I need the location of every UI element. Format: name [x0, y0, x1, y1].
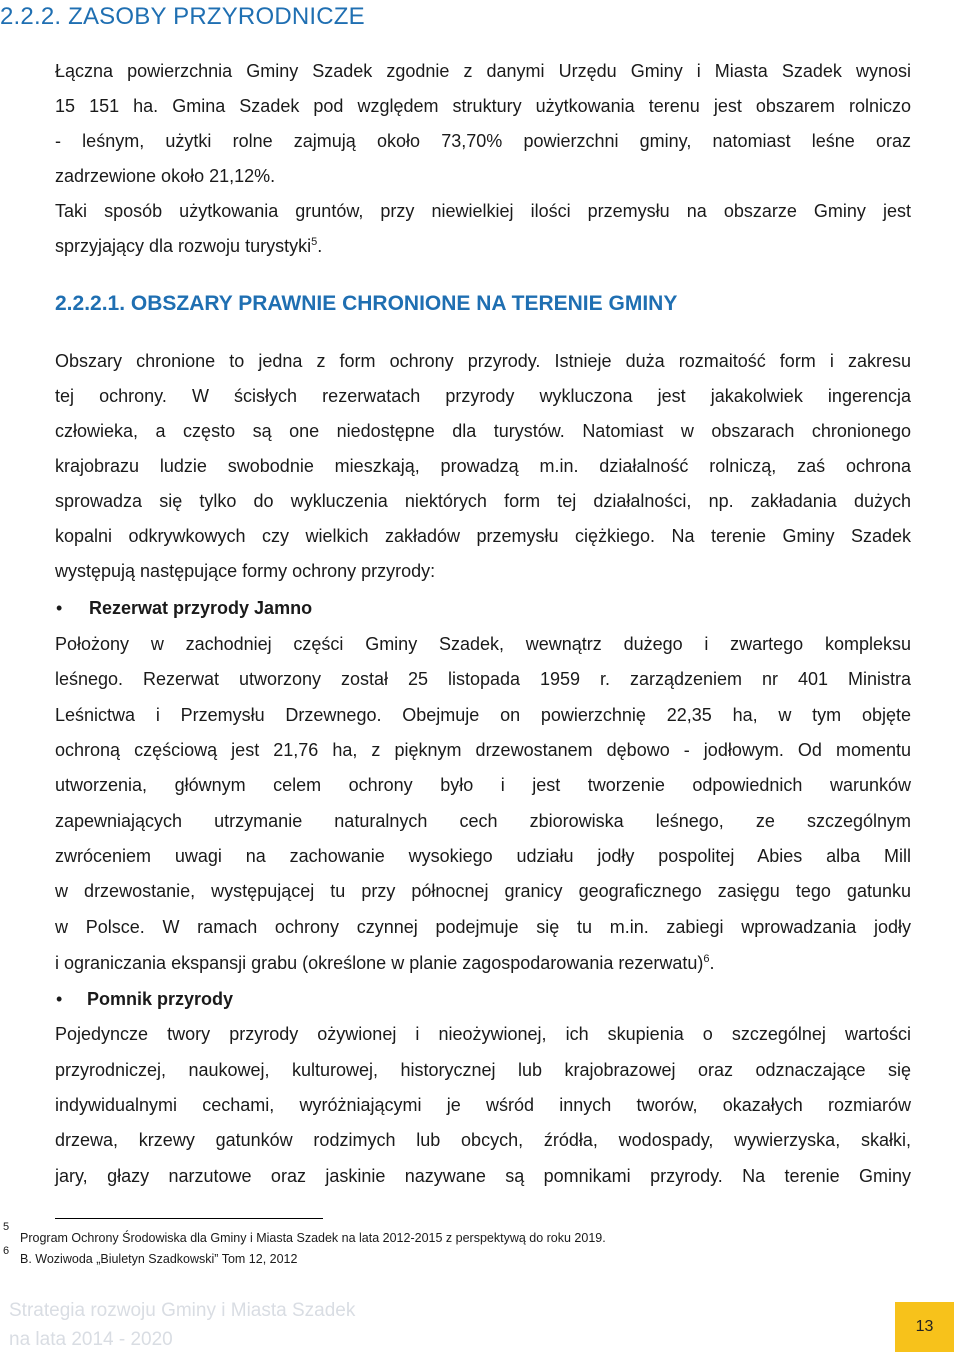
- footnote-text: Program Ochrony Środowiska dla Gminy i Miasta Szadek na lata 2012-2015 z perspektywą do roku 2019.: [20, 1231, 606, 1245]
- footnote-ref[interactable]: 6: [703, 953, 710, 965]
- footnote-ref[interactable]: 5: [311, 236, 318, 248]
- paragraph-line: indywidualnymi cechami, wyróżniającymi je wśród innych tworów, okazałych rozmiarów: [55, 1095, 911, 1115]
- paragraph-line: leśnego. Rezerwat utworzony został 25 listopada 1959 r. zarządzeniem nr 401 Ministra: [55, 669, 911, 689]
- paragraph-line: zadrzewione około 21,12%.: [55, 166, 276, 186]
- paragraph-line: ochroną częściową jest 21,76 ha, z pięknym drzewostanem dębowo - jodłowym. Od momentu: [55, 740, 911, 760]
- paragraph-line: i ograniczania ekspansji grabu (określone w planie zagospodarowania rezerwatu)$^6$.: [55, 953, 715, 973]
- paragraph-line: zwróceniem uwagi na zachowanie wysokiego udziału jodły pospolitej Abies alba Mill: [55, 846, 911, 866]
- paragraph-line: sprzyjający dla rozwoju turystyki$^5$.: [55, 236, 323, 256]
- footnote: [0, 1245, 960, 1266]
- paragraph-line: 15 151 ha. Gmina Szadek pod względem struktury użytkowania terenu jest obszarem rolniczo: [55, 96, 911, 116]
- footnote-mark: 5: [3, 1221, 10, 1233]
- footnote-mark: 6: [3, 1245, 10, 1257]
- paragraph-line: w drzewostanie, występującej tu przy północnej granicy geograficznego zasięgu tego gatunku: [55, 881, 911, 901]
- bullet-title: Pomnik przyrody: [87, 989, 234, 1009]
- paragraph-line: występują następujące formy ochrony przyrody:: [55, 561, 436, 581]
- paragraph-line: Obszary chronione to jedna z form ochrony przyrody. Istnieje duża rozmaitość form i zakresu: [55, 351, 911, 371]
- paragraph-line: Pojedyncze twory przyrody ożywionej i nieożywionej, ich skupienia o szczególnej wartości: [55, 1024, 911, 1044]
- page-number-box: [895, 1302, 954, 1352]
- paragraph-line: w Polsce. W ramach ochrony czynnej podejmuje się tu m.in. zabiegi wprowadzania jodły: [55, 917, 911, 937]
- bullet-icon: •: [56, 989, 63, 1009]
- paragraph-line: sprowadza się tylko do wykluczenia niektórych form tej działalności, np. zakładania dużych: [55, 491, 911, 511]
- paragraph-line: Leśnictwa i Przemysłu Drzewnego. Obejmuje on powierzchnię 22,35 ha, w tym objęte: [55, 705, 911, 725]
- footnote-text: B. Woziwoda „Biuletyn Szadkowski” Tom 12, 2012: [20, 1252, 298, 1266]
- subsection-heading: 2.2.2.1. OBSZARY PRAWNIE CHRONIONE NA TERENIE GMINY: [55, 292, 678, 315]
- paragraph-line: krajobrazu ludzie swobodnie mieszkają, prowadzą m.in. działalność rolniczą, zaś ochrona: [55, 456, 911, 476]
- paragraph-line: kopalni odkrywkowych czy wielkich zakładów przemysłu ciężkiego. Na terenie Gminy Szadek: [55, 526, 911, 546]
- section-heading: 2.2.2. ZASOBY PRZYRODNICZE: [0, 3, 365, 30]
- paragraph-line: człowieka, a często są one niedostępne dla turystów. Natomiast w obszarach chronionego: [55, 421, 911, 441]
- paragraph-line: zapewniających utrzymanie naturalnych cech zbiorowiska leśnego, ze szczególnym: [55, 811, 911, 831]
- bullet-icon: •: [56, 598, 63, 618]
- paragraph-text: i ograniczania ekspansji grabu (określone w planie zagospodarowania rezerwatu): [55, 953, 704, 973]
- paragraph-line: Łączna powierzchnia Gminy Szadek zgodnie z danymi Urzędu Gminy i Miasta Szadek wynosi: [55, 61, 911, 81]
- paragraph-line: przyrodniczej, naukowej, kulturowej, historycznej lub krajobrazowej oraz odznaczające się: [55, 1060, 911, 1080]
- footer-subtitle: na lata 2014 - 2020: [9, 1329, 173, 1350]
- footer-title: Strategia rozwoju Gminy i Miasta Szadek: [9, 1300, 356, 1321]
- paragraph-line: utworzenia, głównym celem ochrony było i jest tworzenie odpowiednich warunków: [55, 775, 911, 795]
- paragraph-line: Położony w zachodniej części Gminy Szadek, wewnątrz dużego i zwartego kompleksu: [55, 634, 911, 654]
- paragraph-line: drzewa, krzewy gatunków rodzimych lub obcych, źródła, wodospady, wywierzyska, skałki,: [55, 1130, 911, 1150]
- footnote: [0, 1221, 960, 1245]
- footnote-separator: [55, 1218, 323, 1219]
- paragraph-line: - leśnym, użytki rolne zajmują około 73,70% powierzchni gminy, natomiast leśne oraz: [55, 131, 911, 151]
- paragraph-line: jary, głazy narzutowe oraz jaskinie nazywane są pomnikami przyrody. Na terenie Gminy: [55, 1166, 911, 1186]
- paragraph-line: Taki sposób użytkowania gruntów, przy niewielkiej ilości przemysłu na obszarze Gminy jest: [55, 201, 911, 221]
- paragraph-text: sprzyjający dla rozwoju turystyki: [55, 236, 312, 256]
- bullet-title: Rezerwat przyrody Jamno: [89, 598, 313, 618]
- paragraph-line: tej ochrony. W ścisłych rezerwatach przyrody wykluczona jest jakakolwiek ingerencja: [55, 386, 911, 406]
- page-number: 13: [915, 1318, 934, 1335]
